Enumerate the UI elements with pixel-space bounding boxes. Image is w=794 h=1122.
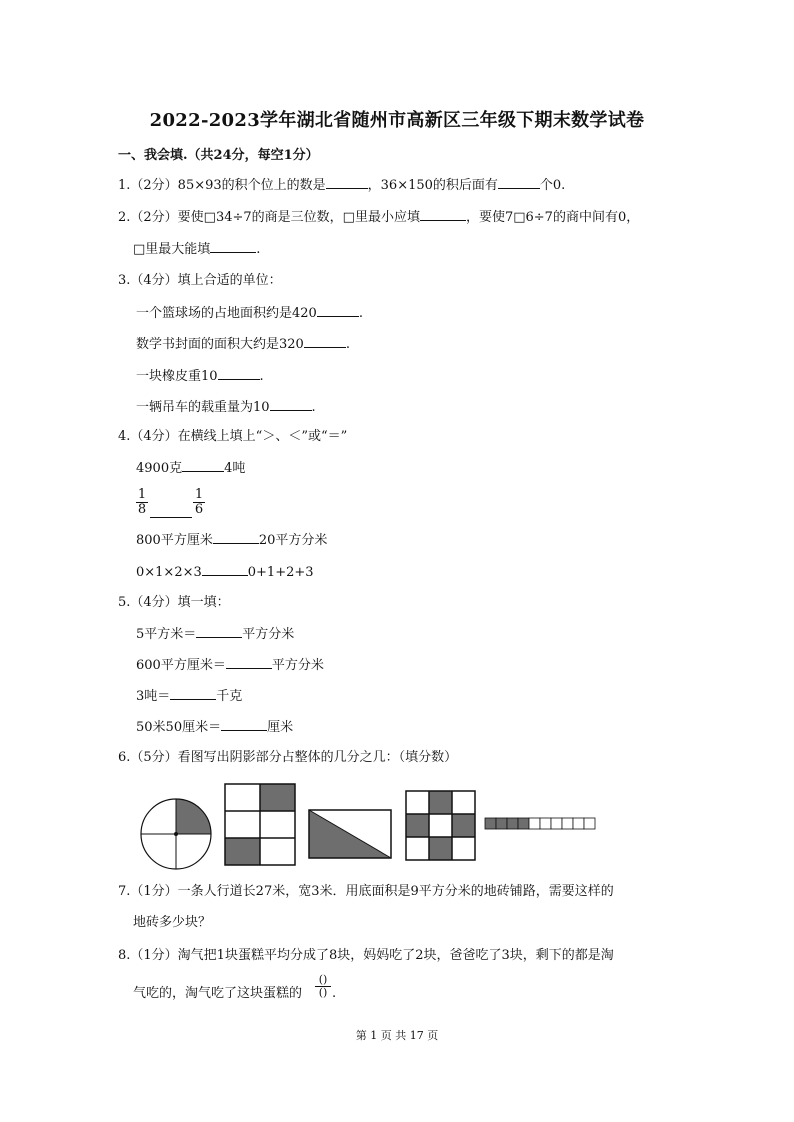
shaded-cell — [429, 791, 452, 814]
q3-l2: 数学书封面的面积大约是320 — [136, 337, 304, 352]
question-5-line-2 — [136, 656, 324, 675]
fraction-numerator: () — [315, 974, 331, 987]
empty-cell — [551, 818, 562, 829]
shaded-cell — [507, 818, 518, 829]
answer-blank[interactable] — [326, 176, 368, 189]
empty-cell — [562, 818, 573, 829]
shaded-cell — [429, 837, 452, 860]
q2-text-a: 2.（2分）要使□34÷7的商是三位数，□里最小应填 — [118, 210, 420, 225]
q3-dot: . — [345, 337, 350, 352]
fraction-denominator: () — [318, 986, 328, 999]
q5-l3a: 3吨＝ — [136, 689, 171, 704]
q3-dot: . — [358, 306, 363, 321]
question-5-line-4 — [136, 718, 293, 737]
q5-l4b: 厘米 — [267, 720, 294, 735]
fraction-figures — [130, 780, 610, 872]
empty-cell — [573, 818, 584, 829]
question-3-line-1 — [136, 304, 363, 323]
question-3-line-4 — [136, 398, 316, 417]
question-1 — [118, 176, 565, 195]
question-4-head: 4.（4分）在横线上填上“＞、＜”或“＝” — [118, 429, 348, 444]
question-5-line-3 — [136, 687, 242, 706]
answer-blank[interactable] — [221, 718, 267, 731]
question-4-line-4 — [136, 563, 314, 582]
q3-l4: 一辆吊车的载重量为10 — [136, 400, 270, 415]
q4-l1b: 4吨 — [224, 461, 246, 476]
question-7: 7.（1分）一条人行道长27米，宽3米．用底面积是9平方分米的地砖铺路，需要这样的 — [118, 884, 614, 899]
q2-text-b: ，要使7□6÷7的商中间有0， — [465, 210, 640, 225]
answer-blank[interactable] — [213, 531, 259, 544]
shaded-cell — [406, 814, 429, 837]
q3-dot: . — [259, 369, 264, 384]
q2-text-d: . — [256, 242, 261, 257]
question-5-head: 5.（4分）填一填： — [118, 595, 230, 610]
q3-l1: 一个篮球场的占地面积约是420 — [136, 306, 317, 321]
empty-cell — [529, 818, 540, 829]
question-2 — [118, 208, 639, 227]
center-dot — [174, 832, 178, 836]
answer-blank[interactable] — [202, 563, 248, 576]
q4-l3b: 20平方分米 — [258, 533, 328, 548]
question-3-line-2 — [136, 335, 350, 354]
q5-l1a: 5平方米＝ — [136, 627, 197, 642]
q4-l4a: 0×1×2×3 — [136, 565, 202, 580]
shaded-cell — [485, 818, 496, 829]
question-8: 8.（1分）淘气把1块蛋糕平均分成了8块，妈妈吃了2块，爸爸吃了3块，剩下的都是淘 — [118, 948, 614, 963]
answer-blank[interactable] — [150, 505, 192, 518]
empty-cell — [584, 818, 595, 829]
shaded-cell — [496, 818, 507, 829]
answer-blank[interactable] — [226, 656, 272, 669]
fraction-denominator: 8 — [137, 502, 147, 517]
question-3-line-3 — [136, 367, 264, 386]
answer-blank[interactable] — [304, 335, 346, 348]
question-4-line-3 — [136, 531, 327, 550]
q2-text-c: □里最大能填 — [133, 242, 211, 257]
strip-figure — [485, 818, 595, 829]
blank-fraction[interactable] — [315, 974, 331, 999]
q5-l4a: 50米50厘米＝ — [136, 720, 222, 735]
q8-end: . — [332, 986, 337, 1001]
page-title: 2022-2023学年湖北省随州市高新区三年级下期末数学试卷 — [149, 110, 645, 131]
answer-blank[interactable] — [196, 625, 242, 638]
answer-blank[interactable] — [210, 240, 256, 253]
q4-l4b: 0+1+2+3 — [247, 565, 314, 580]
answer-blank[interactable] — [218, 367, 260, 380]
grid-2x3-figure — [225, 784, 295, 865]
q1-text-b: ，36×150的积后面有 — [367, 178, 498, 193]
fraction-one-eighth — [136, 488, 148, 517]
q5-l2a: 600平方厘米＝ — [136, 658, 226, 673]
q3-dot: . — [311, 400, 316, 415]
q5-l3b: 千克 — [216, 689, 243, 704]
shaded-cell — [452, 814, 475, 837]
fraction-numerator: 1 — [194, 487, 204, 502]
answer-blank[interactable] — [317, 304, 359, 317]
q1-text-a: 1.（2分）85×93的积个位上的数是 — [118, 178, 326, 193]
shaded-cell — [518, 818, 529, 829]
question-2-cont — [133, 240, 260, 259]
shaded-cell — [260, 784, 295, 811]
q4-l1a: 4900克 — [136, 461, 183, 476]
q8-text-b: 气吃的，淘气吃了这块蛋糕的 — [133, 986, 303, 1001]
shaded-cell — [225, 838, 260, 865]
section-heading: 一、我会填.（共24分，每空1分） — [118, 148, 319, 163]
page-footer: 第 1 页 共 17 页 — [355, 1029, 439, 1042]
question-8-cont — [133, 985, 302, 1003]
q5-l2b: 平方分米 — [271, 658, 324, 673]
fraction-one-sixth — [193, 488, 205, 517]
question-6-head: 6.（5分）看图写出阴影部分占整体的几分之几：（填分数） — [118, 750, 458, 765]
q4-l3a: 800平方厘米 — [136, 533, 213, 548]
grid-3x3-figure — [406, 791, 475, 860]
answer-blank[interactable] — [498, 176, 540, 189]
question-5-line-1 — [136, 625, 294, 644]
q3-l3: 一块橡皮重10 — [136, 369, 218, 384]
circle-figure — [141, 799, 211, 869]
fraction-denominator: 6 — [194, 502, 204, 517]
answer-blank[interactable] — [270, 398, 312, 411]
answer-blank[interactable] — [420, 208, 466, 221]
q1-text-c: 个0. — [539, 178, 566, 193]
empty-cell — [540, 818, 551, 829]
q5-l1b: 平方分米 — [242, 627, 295, 642]
question-3-head: 3.（4分）填上合适的单位： — [118, 273, 282, 288]
answer-blank[interactable] — [182, 459, 224, 472]
fraction-numerator: 1 — [137, 487, 147, 502]
rectangle-triangle-figure — [309, 810, 391, 858]
answer-blank[interactable] — [170, 687, 216, 700]
question-4-line-1 — [136, 459, 245, 478]
question-7-cont: 地砖多少块？ — [133, 915, 212, 930]
